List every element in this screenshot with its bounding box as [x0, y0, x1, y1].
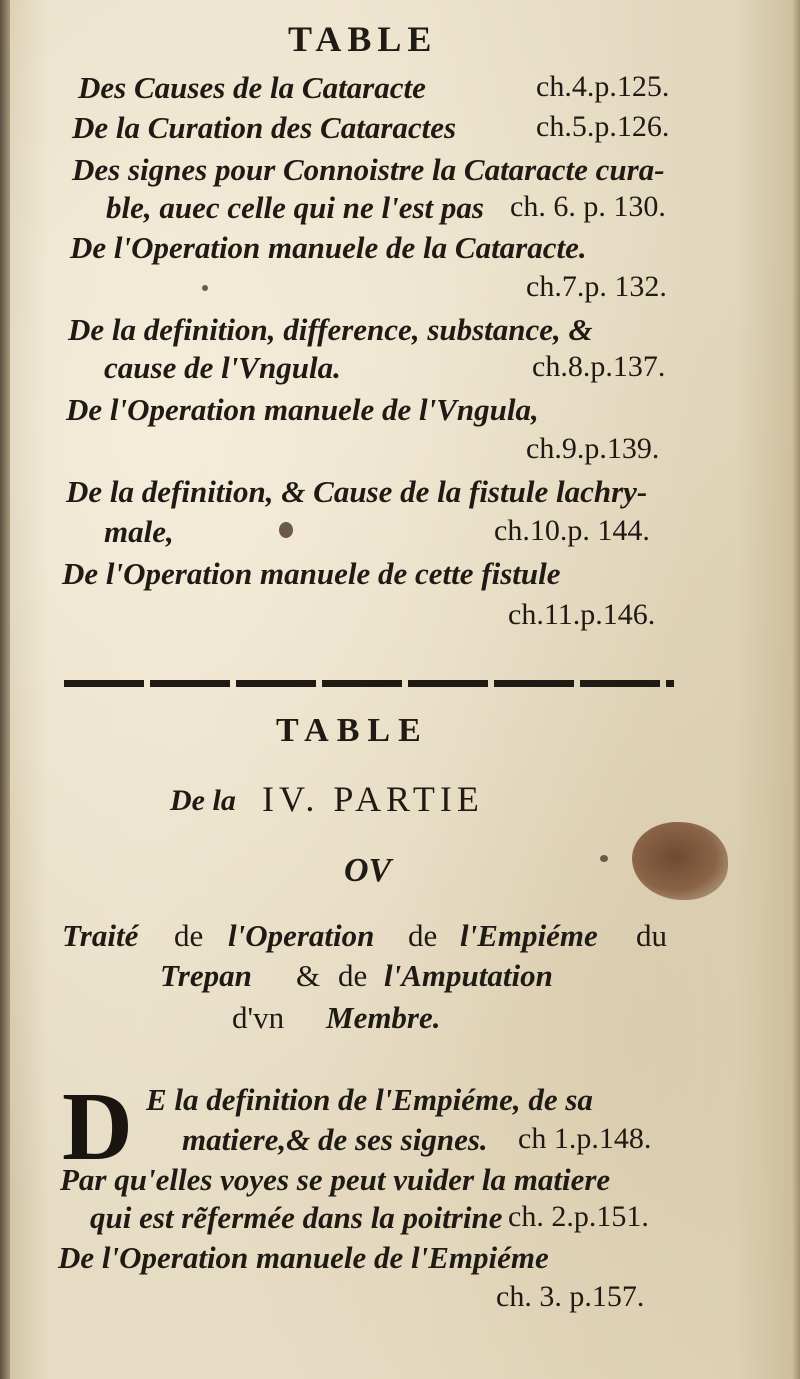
entry-4-ref: ch.7.p. 132.: [526, 270, 667, 303]
entry-5-text-line2: cause de l'Vngula.: [104, 350, 341, 385]
entry-8-text: De l'Operation manuele de cette fistule: [62, 556, 561, 591]
subtitle-operation: l'Operation: [228, 918, 375, 953]
bottom-entry-2-ref: ch. 2.p.151.: [508, 1200, 649, 1233]
subtitle-traite: Traité: [62, 918, 139, 953]
bottom-entry-2-line2: qui est rẽfermée dans la poitrine: [90, 1200, 503, 1235]
entry-2-text: De la Curation des Cataractes: [72, 110, 457, 145]
bottom-table-heading: TABLE: [276, 712, 429, 749]
subtitle-de-1: de: [174, 918, 204, 953]
ink-spot: [600, 855, 608, 862]
drop-cap-letter: D: [62, 1073, 133, 1181]
part-title: IV. PARTIE: [262, 779, 484, 819]
bottom-entry-1-line1: E la definition de l'Empiéme, de sa: [146, 1082, 593, 1117]
bottom-entry-3-ref: ch. 3. p.157.: [496, 1280, 645, 1313]
binding-gutter: [0, 0, 10, 1379]
bottom-entry-1-ref: ch 1.p.148.: [518, 1122, 652, 1155]
ink-spot: [202, 285, 208, 291]
entry-1-text: Des Causes de la Cataracte: [78, 70, 426, 105]
top-table-heading: TABLE: [288, 19, 438, 59]
entry-7-ref: ch.10.p. 144.: [494, 514, 650, 547]
ou-word: OV: [344, 852, 392, 889]
entry-3-text-line2: ble, auec celle qui ne l'est pas: [106, 190, 484, 225]
entry-1-ref: ch.4.p.125.: [536, 70, 670, 103]
subtitle-trepan: Trepan: [160, 958, 252, 993]
entry-3-text-line1: Des signes pour Connoistre la Cataracte cura-: [72, 152, 665, 187]
entry-7-text-line1: De la definition, & Cause de la fistule lachry-: [66, 474, 648, 509]
entry-6-ref: ch.9.p.139.: [526, 432, 660, 465]
entry-4-text: De l'Operation manuele de la Cataracte.: [70, 230, 587, 265]
entry-6-text: De l'Operation manuele de l'Vngula,: [66, 392, 539, 427]
ink-stain: [632, 822, 728, 900]
subtitle-de-2: de: [408, 918, 438, 953]
bottom-entry-3-line1: De l'Operation manuele de l'Empiéme: [58, 1240, 549, 1275]
subtitle-ampersand: &: [296, 958, 321, 993]
entry-2-ref: ch.5.p.126.: [536, 110, 670, 143]
bottom-entry-2-line1: Par qu'elles voyes se peut vuider la matiere: [60, 1162, 611, 1197]
bottom-entry-1-line2: matiere,& de ses signes.: [182, 1122, 488, 1157]
entry-7-text-line2: male,: [104, 514, 174, 549]
subtitle-dvn: d'vn: [232, 1000, 285, 1035]
page-edge-shadow: [792, 0, 800, 1379]
subtitle-membre: Membre.: [326, 1000, 441, 1035]
entry-5-text-line1: De la definition, difference, substance, &: [68, 312, 593, 347]
ink-spot: [279, 522, 293, 538]
subtitle-de-3: de: [338, 958, 368, 993]
entry-5-ref: ch.8.p.137.: [532, 350, 666, 383]
section-divider-rule: [64, 680, 674, 687]
entry-8-ref: ch.11.p.146.: [508, 598, 656, 631]
subtitle-du: du: [636, 918, 667, 953]
subtitle-empieme: l'Empiéme: [460, 918, 598, 953]
subtitle-amputation: l'Amputation: [384, 958, 553, 993]
part-prefix: De la: [170, 784, 236, 817]
entry-3-ref: ch. 6. p. 130.: [510, 190, 666, 223]
